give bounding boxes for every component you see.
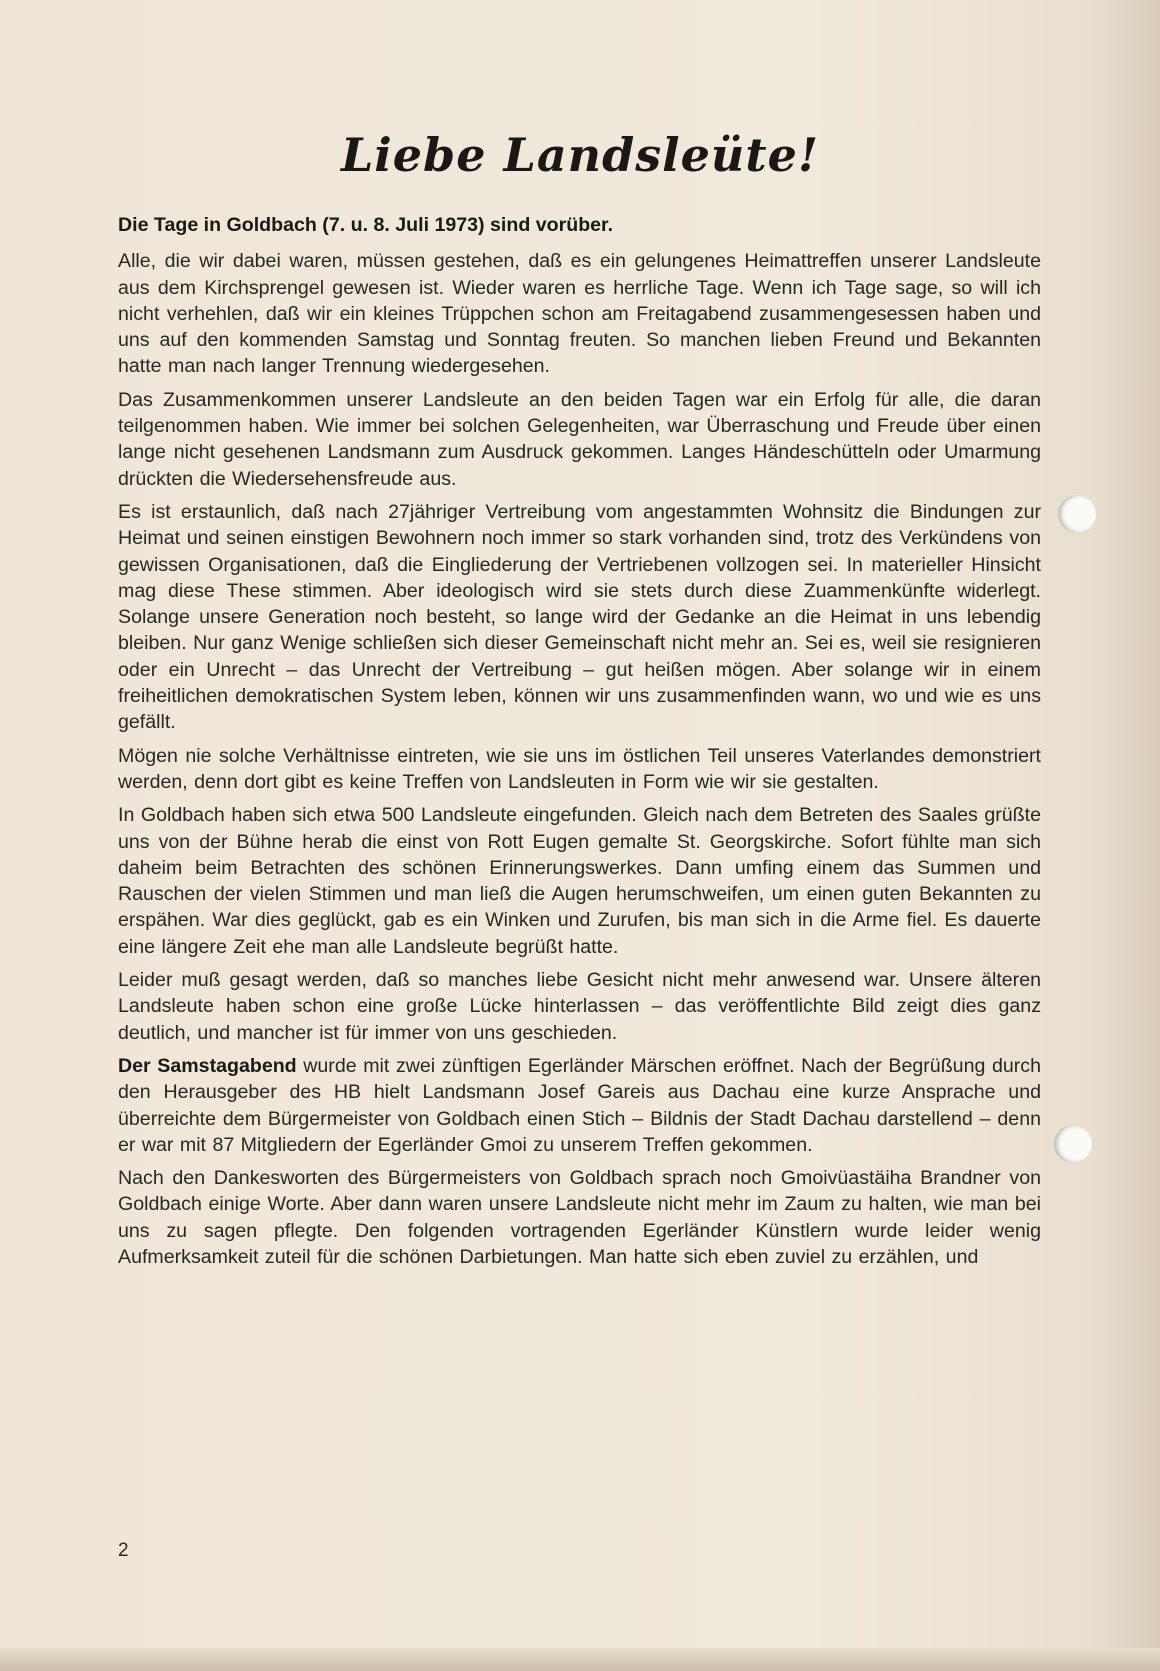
paragraph: In Goldbach haben sich etwa 500 Landsleute eingefunden. Gleich nach dem Betreten des Saales grüßte uns von der Bühne herab die einst von Rott Eugen gemalte St. Georgskirche. Sofort fühlte man sich daheim beim Betrachten des schönen Erinnerungswerkes. Dann umfing einem das Summen und Rauschen der vielen Stimmen und man ließ die Augen herumschweifen, um einen guten Bekannten zu erspähen. War dies geglückt, gab es ein Winken und Zurufen, bis man sich in die Arme fiel. Es dauerte eine längere Zeit ehe man alle Landsleute begrüßt hatte. — [118, 804, 1041, 958]
paragraph: Das Zusammenkommen unserer Landsleute an den beiden Tagen war ein Erfolg für alle, die daran teilgenommen haben. Wie immer bei solchen Gelegenheiten, war Überraschung und Freude über einen lange nicht gesehenen Landsmann zum Ausdruck gekommen. Langes Händeschütteln oder Umarmung drückten die Wiedersehensfreude aus. — [118, 388, 1041, 490]
page-number: 2 — [118, 1540, 129, 1561]
paragraph: Mögen nie solche Verhältnisse eintreten, wie sie uns im östlichen Teil unseres Vaterlandes demonstriert werden, denn dort gibt es keine Treffen von Landsleuten in Form wie wir sie gestalten. — [118, 744, 1041, 793]
paragraph: Leider muß gesagt werden, daß so manches liebe Gesicht nicht mehr anwesend war. Unsere älteren Landsleute haben schon eine große Lücke hinterlassen – das veröffentlichte Bild zeigt dies ganz deutlich, und mancher ist für immer von uns geschieden. — [118, 969, 1041, 1044]
paragraph — [118, 1053, 1041, 1158]
page-edge — [0, 1648, 1160, 1671]
paragraph: Nach den Dankesworten des Bürgermeisters von Goldbach sprach noch Gmoivüastäiha Brandner von Goldbach einige Worte. Aber dann waren unsere Landsleute nicht mehr im Zaum zu halten, wie man bei uns zu sagen pflegte. Den folgenden vortragenden Egerländer Künstlern wurde leider wenig Aufmerksamkeit zuteil für die schönen Darbietungen. Man hatte sich eben zuviel zu erzählen, und — [118, 1167, 1041, 1268]
punch-hole — [1054, 1125, 1092, 1163]
article-body — [118, 212, 1041, 1277]
punch-hole — [1058, 495, 1096, 533]
paragraph-heading: Der Samstagabend — [118, 1054, 297, 1077]
paragraph: Alle, die wir dabei waren, müssen gestehen, daß es ein gelungenes Heimattreffen unserer Landsleute aus dem Kirchsprengel gewesen ist. Wieder waren es herrliche Tage. Wenn ich Tage sage, so will ich nicht verhehlen, daß wir ein kleines Trüppchen schon am Freitagabend zusammengesessen haben und uns auf den kommenden Samstag und Sonntag freuten. So manchen lieben Freund und Bekannten hatte man nach langer Trennung wiedergesehen. — [118, 250, 1041, 378]
lead-sentence: Die Tage in Goldbach (7. u. 8. Juli 1973) sind vorüber. — [118, 214, 614, 236]
paragraph: Es ist erstaunlich, daß nach 27jähriger Vertreibung vom angestammten Wohnsitz die Bindungen zur Heimat und seinen einstigen Bewohnern noch immer so stark vorhanden sind, trotz des Verkündens von gewissen Organisationen, daß die Eingliederung der Vertriebenen vollzogen sei. In materieller Hinsicht mag diese These stimmen. Aber ideologisch wird sie stets durch diese Zuammenkünfte widerlegt. Solange unsere Generation noch besteht, so lange wird der Gedanke an die Heimat in uns lebendig bleiben. Nur ganz Wenige schließen sich dieser Gemeinschaft nicht mehr an. Sei es, weil sie resignieren oder ein Unrecht – das Unrecht der Vertreibung – gut heißen mögen. Aber solange wir in einem freiheitlichen demokratischen System leben, können wir uns zusammenfinden wann, wo und wie es uns gefällt. — [118, 500, 1041, 734]
paragraph-text: wurde mit zwei zünftigen Egerländer Märschen eröffnet. Nach der Begrüßung durch den Herausgeber des HB hielt Landsmann Josef Gareis aus Dachau eine kurze Ansprache und überreichte dem Bürgermeister von Goldbach einen Stich – Bildnis der Stadt Dachau darstellend – denn er war mit 87 Mitgliedern der Egerländer Gmoi zu unserem Treffen gekommen. — [118, 1054, 1041, 1156]
page-title: Liebe Landsleüte! — [340, 128, 820, 182]
